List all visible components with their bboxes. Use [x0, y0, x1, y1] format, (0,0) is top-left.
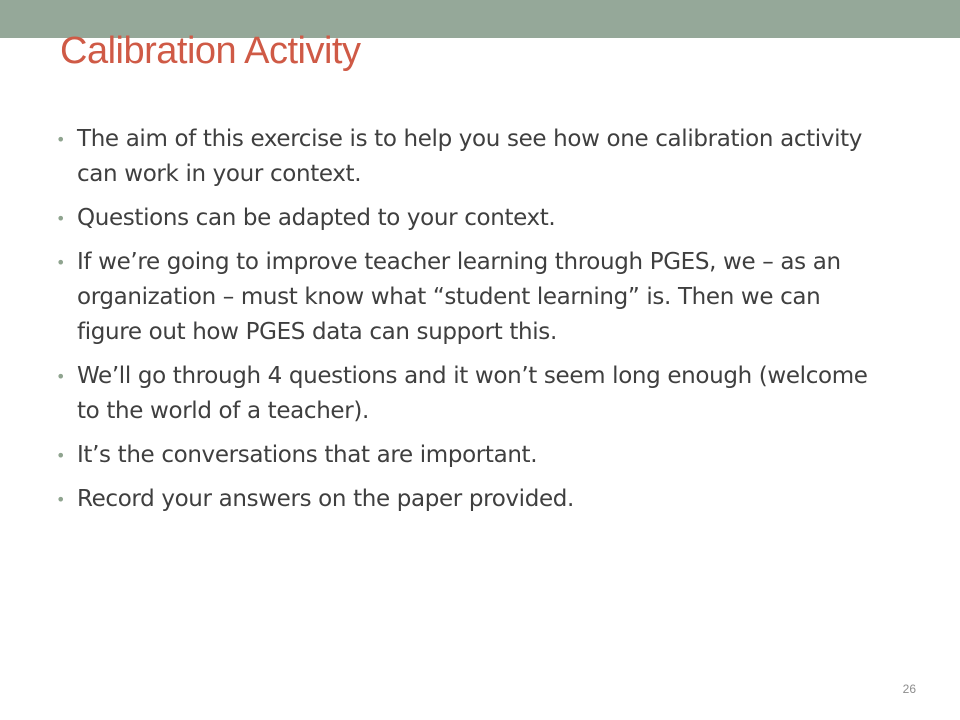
bullet-text: The aim of this exercise is to help you see how one calibration activity can work in your context.: [77, 126, 863, 187]
page-number: 26: [902, 682, 916, 696]
bullet-item: [56, 245, 871, 350]
bullet-text: It’s the conversations that are important.: [77, 442, 538, 468]
bullet-marker: •: [56, 130, 66, 149]
slide-title: Calibration Activity: [60, 30, 361, 72]
bullet-marker: •: [56, 446, 66, 465]
bullet-marker: •: [56, 209, 66, 228]
bullet-list: [56, 122, 871, 526]
bullet-item: [56, 201, 871, 236]
bullet-text: Questions can be adapted to your context.: [77, 205, 556, 231]
bullet-item: [56, 122, 871, 192]
bullet-item: [56, 482, 871, 517]
bullet-marker: •: [56, 253, 66, 272]
bullet-text: Record your answers on the paper provided.: [77, 486, 574, 512]
bullet-text: If we’re going to improve teacher learning through PGES, we – as an organization – must know what “student learning” is. Then we can figure out how PGES data can support this.: [77, 249, 841, 345]
bullet-item: [56, 438, 871, 473]
bullet-text: We’ll go through 4 questions and it won’t seem long enough (welcome to the world of a teacher).: [77, 363, 868, 424]
bullet-marker: •: [56, 367, 66, 386]
bullet-marker: •: [56, 490, 66, 509]
bullet-item: [56, 359, 871, 429]
